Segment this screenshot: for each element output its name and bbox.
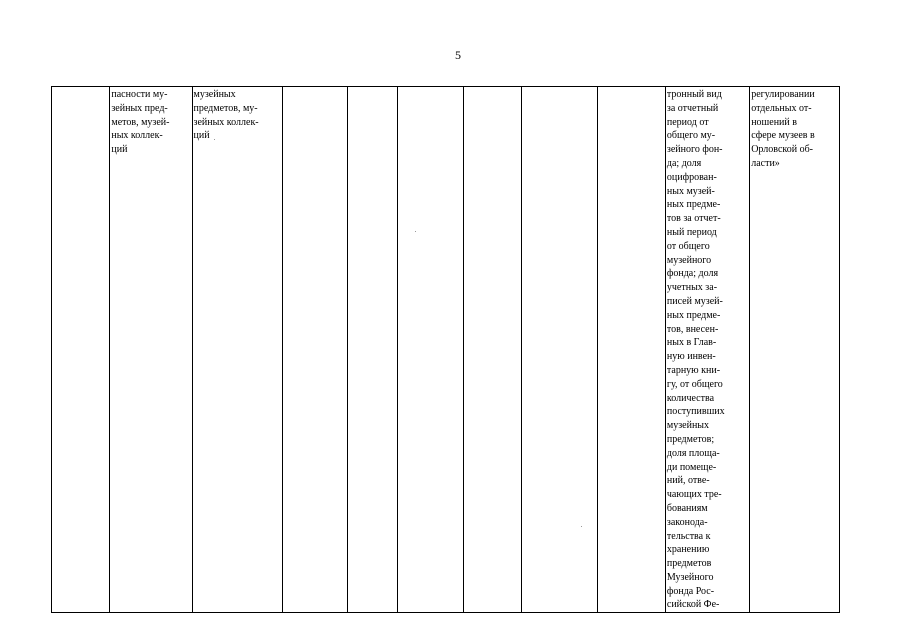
table-cell-11: регулировании отдельных от- ношений в сфере музеев в Орловской об- ласти»	[750, 87, 840, 613]
table-cell-8	[522, 87, 598, 613]
scan-speck	[214, 139, 215, 140]
page-number: 5	[455, 48, 461, 62]
table-cell-9	[597, 87, 665, 613]
table-cell-1	[52, 87, 110, 613]
table-cell-7	[463, 87, 521, 613]
document-table	[51, 86, 840, 613]
table-cell-10: тронный вид за отчетный период от общего му- зейного фон- да; доля оцифрован- ных музей- ных предме- тов за отчет- ный период от общего музейного фонда; доля учетных за- писей музей- ных предме- тов, внесен- ных в Глав- ную инвен- тарную кни- гу, от общего количества поступивших музейных предметов; доля площа- ди помеще- ний, отве- чающих тре- бованиям законода- тельства к хранению предметов Музейного фонда Рос- сийской Фе-	[665, 87, 749, 613]
table-cell-5	[348, 87, 398, 613]
table-cell-4	[283, 87, 348, 613]
scan-speck	[415, 231, 416, 232]
table-cell-6	[397, 87, 463, 613]
table-cell-3: музейных предметов, му- зейных коллек- ций	[192, 87, 283, 613]
scan-speck	[581, 526, 582, 527]
table-cell-2: пасности му- зейных пред- метов, музей- ных коллек- ций	[110, 87, 192, 613]
table-row	[52, 87, 840, 613]
